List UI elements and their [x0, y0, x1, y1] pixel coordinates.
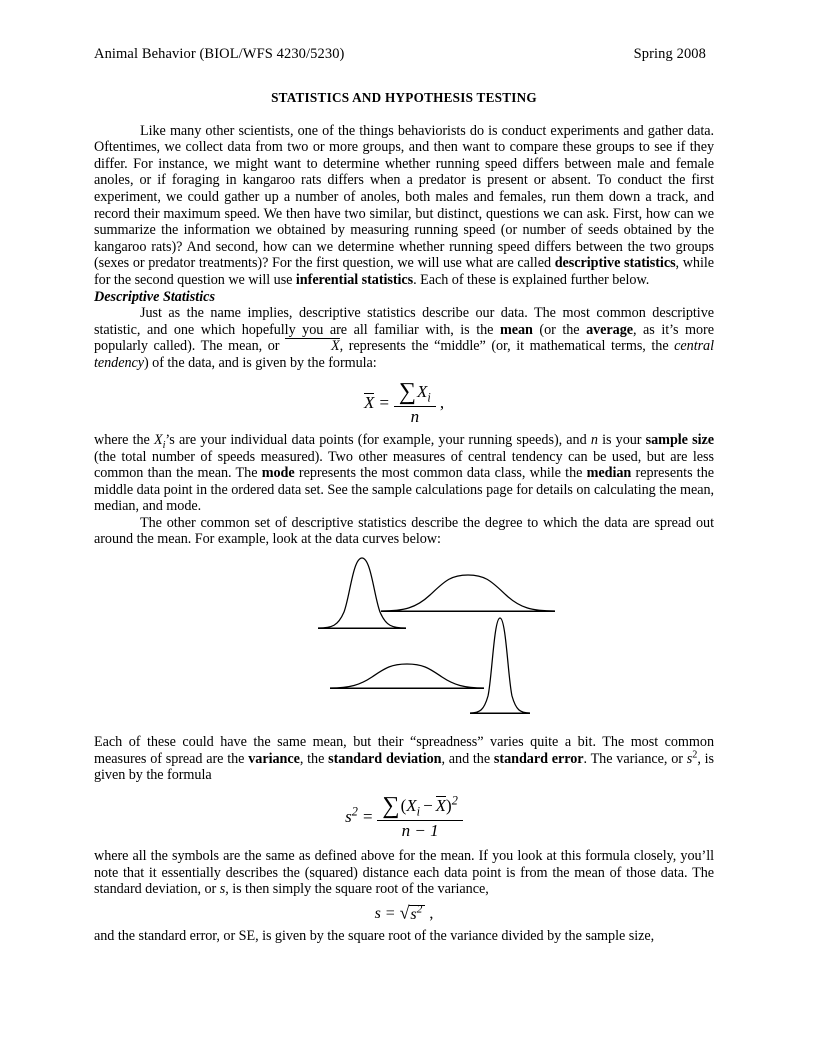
term-inferential-statistics: inferential statistics: [295, 271, 414, 288]
term-descriptive-statistics: descriptive statistics: [554, 255, 676, 272]
paragraph-intro: [94, 123, 714, 289]
eq-var-equals: =: [361, 807, 374, 827]
course-title: Animal Behavior (BIOL/WFS 4230/5230): [94, 46, 345, 62]
eq-mean-numerator: [394, 379, 436, 406]
running-header: [94, 46, 714, 63]
term-median: median: [586, 465, 632, 482]
desc-text-b: (or the: [532, 321, 587, 338]
figure-data-curves: [94, 548, 714, 734]
eq-sd-equals: =: [384, 904, 396, 922]
eq-var-num-var: X: [406, 795, 417, 815]
equation-mean: [94, 379, 714, 426]
term-label: Spring 2008: [633, 46, 706, 62]
spread-text-d: . The variance, or: [583, 750, 687, 767]
intro-text-a: Like many other scientists, one of the things behaviorists do is conduct experiments and gather data. Oftentimes, we collect data from two or more groups, and then want to compare these groups to see if they differ. For instance, we might want to determine whether running speed differs between male and female anoles, or if foraging in kangaroo rats differs when a predator is present or absent. To conduct the first experiment, we could gather up a number of anoles, both males and females, run them down a track, and record their maximum speed. We then have two similar, but distinct, questions we can ask. First, how can we summarize the information we obtained by measuring running speed (or number of seeds obtained by the kangaroo rats)? And second, how can we determine whether running speed differs between the two groups (sexes or predator treatments)? For the first question, we will use what are called: [94, 122, 714, 272]
eq-sd-comma: ,: [429, 904, 434, 922]
eq-mean-denominator: n: [394, 406, 436, 426]
eq-var-paren-close: ): [446, 795, 452, 815]
curve-wide-flat-lower: [330, 664, 484, 688]
eq-sd-body-sup: 2: [416, 903, 423, 916]
desc-text-d: , represents the “middle” (or, it mathematical terms, the: [339, 338, 675, 355]
eq-var-minus: −: [423, 795, 433, 815]
desc2-text-f: represents the middle data point in the ordered data set. See the sample calculations page for details on calculating the mean, median, and mode.: [94, 465, 714, 515]
inline-x-i-sub: i: [162, 439, 166, 451]
equation-standard-deviation: [94, 904, 714, 923]
eq-mean-comma: ,: [439, 392, 445, 412]
eq-var-paren-open: (: [400, 795, 407, 815]
radical-icon: √: [399, 902, 410, 923]
eq-mean-fraction: [394, 379, 436, 426]
term-mode: mode: [261, 465, 295, 482]
inline-s: s: [686, 750, 693, 767]
desc-text-c: , as it’s more popularly called). The mean, or: [94, 321, 714, 355]
eq-mean-equals: =: [378, 392, 390, 412]
spread-text-a: Each of these could have the same mean, but their “spreadness” varies quite a bit. The most common measures of spread are the: [94, 734, 714, 767]
term-sample-size: sample size: [645, 431, 714, 448]
paragraph-spread-1: [94, 734, 714, 784]
equation-variance: [94, 793, 714, 840]
eq-var-fraction: [377, 793, 462, 840]
spread-text-c: , and the: [441, 750, 494, 767]
desc2-text-c: is your: [597, 431, 646, 448]
eq-var-num-sub: i: [416, 804, 421, 819]
section-heading-descriptive-statistics: Descriptive Statistics: [94, 288, 215, 305]
paragraph-spread-2: [94, 848, 714, 898]
eq-var-numerator: [377, 793, 462, 820]
inline-x-i: X: [153, 431, 163, 448]
paragraph-descriptive-2: [94, 432, 714, 515]
eq-mean-lhs: X: [363, 393, 375, 413]
eq-mean-num-var: X: [417, 381, 428, 401]
eq-sd-radical: [400, 904, 426, 923]
spread2-text-a: where all the symbols are the same as defined above for the mean. If you look at this formula closely, you’ll note that it essentially describes the (squared) distance each data point is from the mean of those data. The standard deviation, or: [94, 848, 714, 898]
summation-icon: ∑: [398, 377, 417, 405]
term-standard-error: standard error: [493, 750, 584, 767]
inline-x-bar: X: [285, 338, 340, 353]
intro-text-c: . Each of these is explained further below.: [413, 271, 650, 288]
eq-sd-radicand: [409, 905, 425, 923]
eq-sd-body: s: [410, 906, 417, 924]
eq-var-lhs: s: [345, 807, 352, 827]
eq-var-num-mean: X: [435, 795, 447, 815]
page-content: [94, 46, 714, 945]
eq-var-num-sup: 2: [451, 793, 458, 808]
desc-text-e: ) of the data, and is given by the formula:: [144, 354, 377, 371]
page-title: STATISTICS AND HYPOTHESIS TESTING: [271, 90, 537, 105]
eq-var-lhs-group: [345, 804, 358, 827]
inline-n: n: [590, 431, 598, 448]
paragraph-spread-3: and the standard error, or SE, is given by the square root of the variance divided by the sample size,: [94, 928, 655, 945]
inline-s-sup: 2: [692, 748, 698, 760]
paragraph-descriptive-3: The other common set of descriptive statistics describe the degree to which the data are spread out around the mean. For example, look at the data curves below:: [94, 514, 714, 548]
curve-narrow-tall-left: [318, 558, 406, 628]
curve-very-narrow-right: [470, 618, 530, 713]
eq-var-denominator: n − 1: [377, 820, 462, 840]
desc2-text-b: ’s are your individual data points (for example, your running speeds), and: [165, 431, 591, 448]
curve-wide-flat-upper: [381, 575, 555, 611]
inline-s-std: s: [219, 881, 226, 898]
eq-sd-lhs: s: [374, 904, 381, 922]
term-standard-deviation: standard deviation: [328, 750, 442, 767]
distribution-curves-svg: [94, 548, 714, 734]
desc2-text-e: represents the most common data class, while the: [294, 465, 587, 482]
term-mean: mean: [499, 321, 533, 338]
paragraph-descriptive-1: [94, 305, 714, 371]
term-central-tendency: central tendency: [94, 338, 714, 371]
term-average: average: [586, 321, 633, 338]
spread2-text-b: , is then simply the square root of the variance,: [225, 881, 489, 898]
spread-text-e: , is given by the formula: [94, 750, 714, 784]
desc2-text-d: (the total number of speeds measured). Two other measures of central tendency can be used, but are less common than the mean. The: [94, 448, 714, 482]
desc-text-a: Just as the name implies, descriptive statistics describe our data. The most common descriptive statistic, and one which hopefully you are all familiar with, is the: [94, 305, 714, 338]
term-variance: variance: [248, 750, 300, 767]
eq-mean-num-sub: i: [427, 389, 431, 404]
eq-var-lhs-sup: 2: [351, 804, 358, 819]
desc2-text-a: where the: [94, 431, 154, 448]
intro-text-b: , while for the second question we will use: [94, 255, 715, 288]
summation-icon: ∑: [382, 791, 400, 819]
spread-text-b: , the: [299, 750, 329, 767]
